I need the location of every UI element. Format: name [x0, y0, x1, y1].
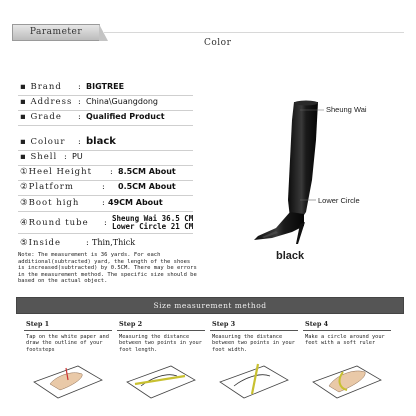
callout-lines — [300, 106, 330, 206]
bullet-icon: ▪ — [20, 97, 31, 107]
numbered-circle-icon: ⑤ — [20, 238, 29, 248]
param-row-boot-high: ③Boot high : 49CM About — [18, 196, 278, 210]
param-value: PU — [72, 152, 83, 161]
bullet-icon: ▪ — [20, 152, 31, 162]
parameter-label: Parameter — [29, 27, 83, 37]
param-label: ▪ Shell — [20, 152, 58, 162]
step-4 — [303, 320, 393, 412]
param-value: 8.5CM About — [118, 167, 176, 176]
param-label: ▪ Grade — [20, 112, 62, 122]
header-divider — [104, 32, 404, 33]
param-value-multiline: Sheung Wai 36.5 CM Lower Circle 21 CM — [112, 214, 194, 231]
param-value: Thin,Thick — [92, 238, 136, 247]
step-1 — [24, 320, 114, 412]
param-row-inside: ⑤Inside : Thin,Thick — [20, 238, 136, 248]
param-label: ▪ Address — [20, 97, 73, 107]
param-value: BIGTREE — [86, 82, 125, 91]
step-2 — [117, 320, 207, 412]
step-title: Step 3 — [212, 320, 236, 328]
param-row-shell: ▪ Shell : PU — [18, 150, 278, 164]
param-row-brand: ▪ Brand : BIGTREE — [18, 80, 278, 94]
step-title: Step 1 — [26, 320, 50, 328]
param-row-grade: ▪ Grade : Qualified Product — [18, 110, 278, 124]
param-label: ①Heel Height — [20, 167, 93, 177]
bullet-icon: ▪ — [20, 137, 31, 147]
param-value: China\Guangdong — [86, 97, 158, 106]
measurement-note: Note: The measurement is 36 yards. For each additional(subtracted) yard, the length of the shoes is increased(subtracted) by 0.5CM. There may be errors in the measurement method. The specific size should be based on the actual object. — [18, 252, 197, 285]
param-row-round-tube: ④Round tube : Sheung Wai 36.5 CM Lower Circle 21 CM — [18, 214, 278, 234]
size-measurement-header — [16, 297, 404, 314]
param-row-address: ▪ Address : China\Guangdong — [18, 95, 278, 109]
param-row-platform: ②Platform : 0.5CM About — [18, 180, 278, 194]
param-label: ▪ Brand — [20, 82, 62, 92]
size-measurement-title: Size measurement method — [153, 301, 267, 310]
step-description: Tap on the white paper and draw the outline of your footsteps — [26, 334, 109, 353]
param-label: ④Round tube — [20, 218, 89, 228]
step-title: Step 4 — [305, 320, 329, 328]
numbered-circle-icon: ① — [20, 167, 29, 177]
param-row-heel-height: ①Heel Height : 8.5CM About — [18, 165, 278, 179]
param-label: ②Platform — [20, 182, 74, 192]
numbered-circle-icon: ③ — [20, 198, 29, 208]
step-divider — [24, 330, 112, 331]
param-label: ③Boot high — [20, 198, 80, 208]
param-row-colour: ▪ Colour : black — [18, 135, 278, 149]
bullet-icon: ▪ — [20, 82, 31, 92]
param-label: ⑤Inside — [20, 238, 62, 248]
soft-ruler-icon — [307, 354, 387, 404]
row-divider — [18, 233, 193, 234]
param-value: black — [86, 136, 116, 147]
numbered-circle-icon: ② — [20, 182, 29, 192]
param-value: 49CM About — [108, 198, 163, 207]
lower-circle-label: Lower Circle — [318, 196, 360, 205]
color-heading: Color — [204, 38, 232, 48]
row-divider — [18, 211, 193, 212]
step-3 — [210, 320, 300, 412]
step-title: Step 2 — [119, 320, 143, 328]
step-description: Measuring the distance between two points in your foot length. — [119, 334, 202, 353]
foot-outline-icon — [28, 354, 108, 404]
param-value: 0.5CM About — [118, 182, 176, 191]
foot-width-ruler-icon — [214, 354, 294, 404]
sheung-wai-label: Sheung Wai — [326, 105, 367, 114]
step-description: Make a circle around your feet with a soft ruler — [305, 334, 385, 347]
parameter-tab — [12, 24, 100, 41]
step-divider — [117, 330, 205, 331]
step-description: Measuring the distance between two points in your foot width. — [212, 334, 295, 353]
param-label: ▪ Colour — [20, 137, 66, 147]
numbered-circle-icon: ④ — [20, 218, 29, 228]
step-divider — [303, 330, 391, 331]
row-divider — [18, 125, 193, 126]
bullet-icon: ▪ — [20, 112, 31, 122]
foot-length-ruler-icon — [121, 354, 201, 404]
step-divider — [210, 330, 298, 331]
param-value: Qualified Product — [86, 112, 165, 121]
color-label: black — [276, 250, 305, 262]
